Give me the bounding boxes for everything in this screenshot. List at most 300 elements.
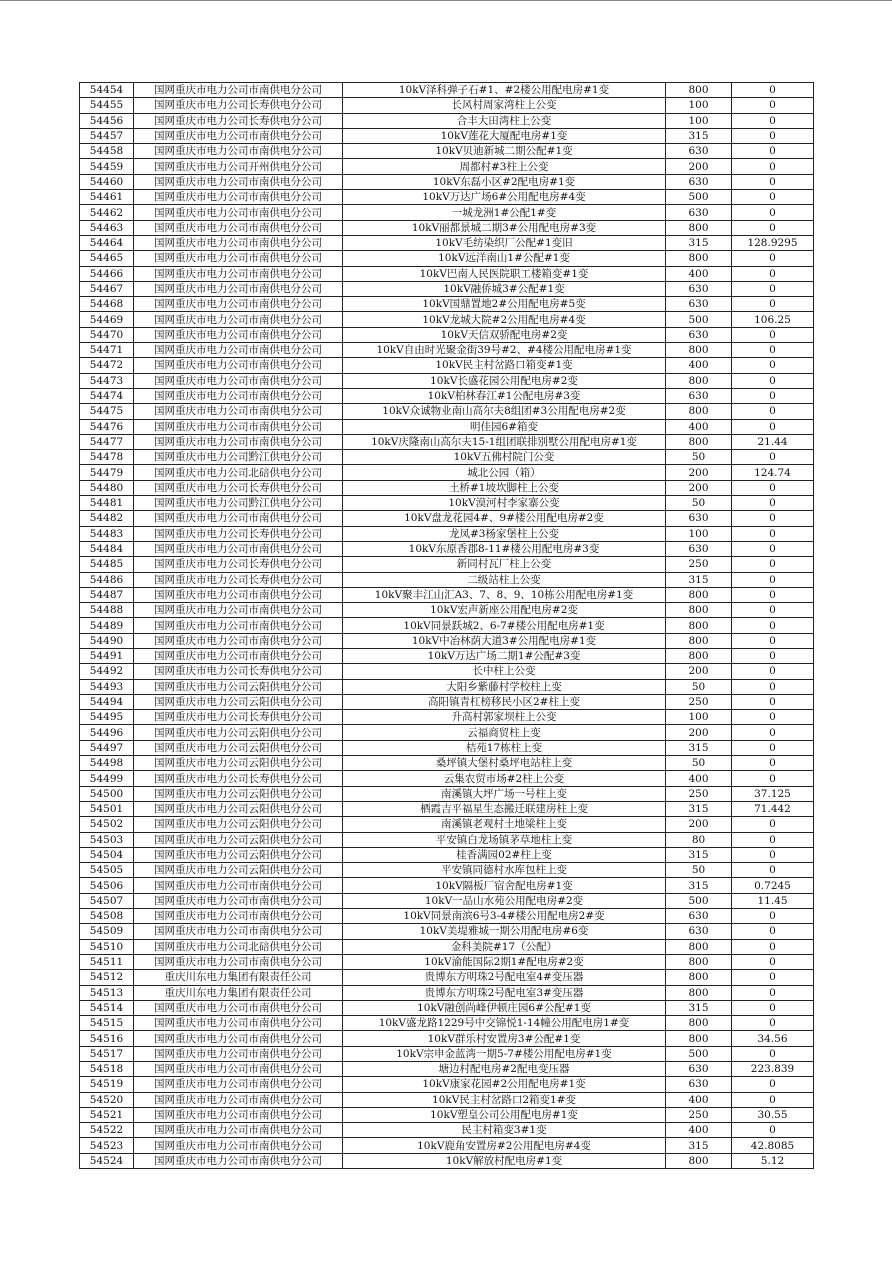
table-row [80,1123,814,1138]
cell-station-name: 10kV塑皇公司公用配电房#1变 [343,1107,666,1122]
cell-row-id: 54471 [80,343,134,358]
table-row [80,312,814,327]
cell-value: 0 [732,174,814,189]
cell-capacity: 630 [666,909,732,924]
cell-value: 0 [732,343,814,358]
cell-station-name: 升高村郭家坝柱上公变 [343,710,666,725]
cell-company: 国网重庆市电力公司市南供电分公司 [134,541,343,556]
cell-row-id: 54458 [80,144,134,159]
cell-company: 国网重庆市电力公司市南供电分公司 [134,281,343,296]
cell-station-name: 10kV柏林春江#1公配电房#3变 [343,388,666,403]
cell-value: 0 [732,496,814,511]
cell-capacity: 800 [666,633,732,648]
cell-row-id: 54464 [80,235,134,250]
cell-company: 国网重庆市电力公司市南供电分公司 [134,434,343,449]
table-row [80,373,814,388]
cell-value: 0 [732,710,814,725]
cell-company: 国网重庆市电力公司市南供电分公司 [134,603,343,618]
cell-company: 国网重庆市电力公司市南供电分公司 [134,511,343,526]
cell-value: 0 [732,1000,814,1015]
cell-capacity: 100 [666,710,732,725]
cell-company: 国网重庆市电力公司市南供电分公司 [134,297,343,312]
cell-station-name: 桔苑17栋柱上变 [343,740,666,755]
cell-capacity: 630 [666,174,732,189]
cell-capacity: 80 [666,832,732,847]
cell-capacity: 800 [666,985,732,1000]
cell-value: 42.8085 [732,1138,814,1153]
cell-value: 0 [732,541,814,556]
cell-value: 0 [732,664,814,679]
cell-station-name: 周都村#3柱上公变 [343,159,666,174]
cell-company: 国网重庆市电力公司市南供电分公司 [134,1092,343,1107]
cell-station-name: 10kV同景南滨6号3-4#楼公用配电房2#变 [343,909,666,924]
table-row [80,205,814,220]
cell-company: 国网重庆市电力公司长寿供电分公司 [134,98,343,113]
cell-value: 21.44 [732,434,814,449]
cell-row-id: 54500 [80,786,134,801]
cell-value: 0 [732,83,814,98]
cell-capacity: 50 [666,679,732,694]
cell-company: 国网重庆市电力公司市南供电分公司 [134,373,343,388]
table-row [80,909,814,924]
cell-station-name: 城北公园（箱） [343,465,666,480]
cell-value: 71.442 [732,801,814,816]
cell-capacity: 50 [666,450,732,465]
cell-station-name: 10kV鹿角安置房#2公用配电房#4变 [343,1138,666,1153]
table-row [80,893,814,908]
table-row [80,1031,814,1046]
table-row [80,1000,814,1015]
cell-row-id: 54517 [80,1046,134,1061]
cell-value: 0 [732,1046,814,1061]
cell-row-id: 54489 [80,618,134,633]
cell-company: 国网重庆市电力公司市南供电分公司 [134,893,343,908]
cell-station-name: 长风村周家湾柱上公变 [343,98,666,113]
cell-capacity: 800 [666,970,732,985]
cell-station-name: 10kV丽都景城二期3#公用配电房#3变 [343,220,666,235]
cell-value: 0 [732,679,814,694]
cell-value: 0 [732,603,814,618]
cell-row-id: 54487 [80,587,134,602]
table-row [80,572,814,587]
cell-station-name: 10kV自由时光聚金街39号#2、#4楼公用配电房#1变 [343,343,666,358]
cell-value: 0 [732,694,814,709]
cell-row-id: 54455 [80,98,134,113]
cell-value: 0 [732,327,814,342]
cell-row-id: 54523 [80,1138,134,1153]
cell-value: 0 [732,863,814,878]
cell-capacity: 630 [666,327,732,342]
cell-value: 0 [732,511,814,526]
table-row [80,419,814,434]
cell-row-id: 54520 [80,1092,134,1107]
cell-capacity: 800 [666,1031,732,1046]
cell-capacity: 315 [666,572,732,587]
cell-capacity: 200 [666,465,732,480]
cell-value: 0 [732,924,814,939]
cell-station-name: 10kV天信双骄配电房#2变 [343,327,666,342]
cell-value: 0 [732,251,814,266]
table-row [80,251,814,266]
table-row [80,740,814,755]
cell-row-id: 54460 [80,174,134,189]
cell-capacity: 400 [666,266,732,281]
table-row [80,985,814,1000]
cell-value: 0 [732,1123,814,1138]
cell-value: 0 [732,297,814,312]
cell-company: 国网重庆市电力公司市南供电分公司 [134,404,343,419]
cell-company: 国网重庆市电力公司长寿供电分公司 [134,664,343,679]
cell-station-name: 10kV宗申金蓝湾一期5-7#楼公用配电房#1变 [343,1046,666,1061]
cell-capacity: 200 [666,725,732,740]
cell-row-id: 54454 [80,83,134,98]
cell-station-name: 10kV民主村岔路口箱变#1变 [343,358,666,373]
table-row [80,511,814,526]
cell-row-id: 54508 [80,909,134,924]
cell-capacity: 800 [666,587,732,602]
cell-row-id: 54510 [80,939,134,954]
cell-company: 国网重庆市电力公司长寿供电分公司 [134,710,343,725]
cell-row-id: 54469 [80,312,134,327]
cell-capacity: 315 [666,847,732,862]
cell-station-name: 民主村箱变3#1变 [343,1123,666,1138]
cell-company: 国网重庆市电力公司市南供电分公司 [134,1153,343,1168]
cell-station-name: 平安镇同德村水库包柱上变 [343,863,666,878]
table-body [80,83,814,1169]
cell-company: 国网重庆市电力公司市南供电分公司 [134,190,343,205]
cell-row-id: 54474 [80,388,134,403]
cell-capacity: 400 [666,419,732,434]
table-row [80,756,814,771]
cell-row-id: 54514 [80,1000,134,1015]
table-row [80,404,814,419]
table-row [80,664,814,679]
table-row [80,603,814,618]
cell-station-name: 10kV渝能国际2期1#配电房#2变 [343,954,666,969]
cell-row-id: 54476 [80,419,134,434]
table-row [80,633,814,648]
cell-capacity: 250 [666,694,732,709]
cell-row-id: 54475 [80,404,134,419]
cell-capacity: 800 [666,618,732,633]
cell-capacity: 315 [666,1138,732,1153]
cell-station-name: 10kV同景跃城2、6-7#楼公用配电房#1变 [343,618,666,633]
cell-row-id: 54502 [80,817,134,832]
cell-company: 国网重庆市电力公司市南供电分公司 [134,1077,343,1092]
cell-company: 国网重庆市电力公司市南供电分公司 [134,419,343,434]
cell-row-id: 54498 [80,756,134,771]
cell-value: 0 [732,144,814,159]
cell-row-id: 54485 [80,557,134,572]
table-row [80,832,814,847]
cell-row-id: 54515 [80,1016,134,1031]
cell-company: 国网重庆市电力公司云阳供电分公司 [134,756,343,771]
cell-capacity: 500 [666,190,732,205]
cell-station-name: 10kV长盛花园公用配电房#2变 [343,373,666,388]
cell-company: 国网重庆市电力公司市南供电分公司 [134,909,343,924]
cell-station-name: 贵博东方明珠2号配电室3#变压器 [343,985,666,1000]
cell-station-name: 10kV康家花园#2公用配电房#1变 [343,1077,666,1092]
table-row [80,1062,814,1077]
cell-value: 0 [732,618,814,633]
cell-value: 0 [732,847,814,862]
cell-row-id: 54497 [80,740,134,755]
cell-capacity: 800 [666,404,732,419]
table-row [80,388,814,403]
cell-row-id: 54519 [80,1077,134,1092]
cell-company: 国网重庆市电力公司市南供电分公司 [134,1000,343,1015]
cell-value: 0 [732,1016,814,1031]
cell-capacity: 315 [666,878,732,893]
cell-company: 国网重庆市电力公司北碚供电分公司 [134,939,343,954]
cell-value: 0 [732,419,814,434]
table-row [80,541,814,556]
cell-value: 0 [732,832,814,847]
cell-capacity: 630 [666,297,732,312]
cell-company: 国网重庆市电力公司市南供电分公司 [134,312,343,327]
cell-row-id: 54461 [80,190,134,205]
cell-company: 国网重庆市电力公司市南供电分公司 [134,266,343,281]
cell-row-id: 54506 [80,878,134,893]
cell-station-name: 云集农贸市场#2柱上公变 [343,771,666,786]
cell-station-name: 桑坪镇大堡村桑坪电站柱上变 [343,756,666,771]
cell-value: 0 [732,939,814,954]
cell-station-name: 10kV盛龙路1229号中交锦悦1-14幢公用配电房1#变 [343,1016,666,1031]
cell-company: 国网重庆市电力公司市南供电分公司 [134,924,343,939]
table-row [80,220,814,235]
table-row [80,847,814,862]
cell-row-id: 54496 [80,725,134,740]
table-row [80,1153,814,1168]
cell-company: 国网重庆市电力公司市南供电分公司 [134,343,343,358]
cell-row-id: 54462 [80,205,134,220]
cell-value: 0 [732,740,814,755]
cell-company: 国网重庆市电力公司市南供电分公司 [134,220,343,235]
cell-station-name: 一城龙洲1#公配1#变 [343,205,666,220]
cell-row-id: 54492 [80,664,134,679]
cell-station-name: 10kV东磊小区#2配电房#1变 [343,174,666,189]
table-row [80,1138,814,1153]
table-row [80,618,814,633]
cell-row-id: 54484 [80,541,134,556]
cell-station-name: 南溪镇大坪广场一号柱上变 [343,786,666,801]
cell-station-name: 10kV融创尚峰伊顿庄园6#公配#1变 [343,1000,666,1015]
cell-company: 国网重庆市电力公司黔江供电分公司 [134,450,343,465]
cell-value: 0 [732,159,814,174]
cell-row-id: 54516 [80,1031,134,1046]
table-row [80,725,814,740]
cell-station-name: 10kV盘龙花园4#、9#楼公用配电房#2变 [343,511,666,526]
cell-value: 0 [732,1092,814,1107]
cell-company: 重庆川东电力集团有限责任公司 [134,985,343,1000]
cell-station-name: 大阳乡紫藤村学校柱上变 [343,679,666,694]
cell-station-name: 10kV解放村配电房#1变 [343,1153,666,1168]
cell-row-id: 54521 [80,1107,134,1122]
cell-station-name: 10kV宏声新座公用配电房#2变 [343,603,666,618]
table-row [80,679,814,694]
cell-value: 0 [732,587,814,602]
cell-station-name: 10kV国鼎置地2#公用配电房#5变 [343,297,666,312]
cell-value: 0 [732,985,814,1000]
cell-capacity: 630 [666,1062,732,1077]
cell-row-id: 54463 [80,220,134,235]
cell-station-name: 南溪镇老观村土地梁柱上变 [343,817,666,832]
table-row [80,939,814,954]
table-row [80,786,814,801]
cell-station-name: 10kV一品山水苑公用配电房#2变 [343,893,666,908]
cell-capacity: 400 [666,771,732,786]
table-row [80,235,814,250]
cell-station-name: 塘边村配电房#2配电变压器 [343,1062,666,1077]
cell-capacity: 800 [666,434,732,449]
cell-value: 37.125 [732,786,814,801]
cell-station-name: 10kV漠河村李家寨公变 [343,496,666,511]
table-row [80,878,814,893]
table-row [80,1046,814,1061]
cell-row-id: 54524 [80,1153,134,1168]
table-row [80,648,814,663]
cell-value: 128.9295 [732,235,814,250]
cell-value: 11.45 [732,893,814,908]
cell-row-id: 54511 [80,954,134,969]
cell-capacity: 50 [666,756,732,771]
cell-capacity: 250 [666,1107,732,1122]
table-row [80,526,814,541]
cell-company: 国网重庆市电力公司市南供电分公司 [134,1062,343,1077]
cell-station-name: 10kV龙城大院#2公用配电房#4变 [343,312,666,327]
cell-capacity: 315 [666,235,732,250]
cell-company: 国网重庆市电力公司云阳供电分公司 [134,832,343,847]
cell-company: 国网重庆市电力公司市南供电分公司 [134,205,343,220]
table-row [80,190,814,205]
cell-row-id: 54503 [80,832,134,847]
cell-capacity: 800 [666,1153,732,1168]
cell-capacity: 100 [666,113,732,128]
cell-company: 国网重庆市电力公司长寿供电分公司 [134,557,343,572]
cell-row-id: 54505 [80,863,134,878]
table-row [80,450,814,465]
cell-capacity: 630 [666,1077,732,1092]
table-row [80,1092,814,1107]
table-row [80,113,814,128]
cell-capacity: 630 [666,541,732,556]
cell-company: 国网重庆市电力公司市南供电分公司 [134,648,343,663]
cell-value: 30.55 [732,1107,814,1122]
cell-company: 国网重庆市电力公司市南供电分公司 [134,878,343,893]
top-rule [0,0,892,1]
cell-station-name: 桂香满园02#柱上变 [343,847,666,862]
cell-station-name: 10kV隔板厂宿舍配电房#1变 [343,878,666,893]
cell-row-id: 54466 [80,266,134,281]
cell-company: 国网重庆市电力公司市南供电分公司 [134,358,343,373]
cell-capacity: 630 [666,205,732,220]
cell-value: 0 [732,572,814,587]
table-row [80,144,814,159]
cell-value: 124.74 [732,465,814,480]
cell-value: 0.7245 [732,878,814,893]
cell-capacity: 500 [666,312,732,327]
table-row [80,465,814,480]
cell-company: 国网重庆市电力公司云阳供电分公司 [134,740,343,755]
cell-row-id: 54477 [80,434,134,449]
cell-company: 国网重庆市电力公司云阳供电分公司 [134,801,343,816]
cell-station-name: 土桥#1坡坎脚柱上公变 [343,480,666,495]
cell-capacity: 800 [666,954,732,969]
table-row [80,496,814,511]
cell-capacity: 315 [666,128,732,143]
cell-station-name: 二级站柱上公变 [343,572,666,587]
cell-value: 0 [732,220,814,235]
cell-row-id: 54493 [80,679,134,694]
cell-company: 国网重庆市电力公司云阳供电分公司 [134,679,343,694]
cell-company: 国网重庆市电力公司市南供电分公司 [134,1046,343,1061]
table-row [80,480,814,495]
cell-company: 国网重庆市电力公司市南供电分公司 [134,1016,343,1031]
cell-value: 34.56 [732,1031,814,1046]
cell-row-id: 54486 [80,572,134,587]
cell-capacity: 50 [666,496,732,511]
cell-station-name: 10kV泽科弹子石#1、#2楼公用配电房#1变 [343,83,666,98]
cell-company: 国网重庆市电力公司云阳供电分公司 [134,786,343,801]
cell-station-name: 10kV庆隆南山高尔夫15-1组团联排别墅公用配电房#1变 [343,434,666,449]
table-row [80,710,814,725]
cell-row-id: 54465 [80,251,134,266]
cell-station-name: 云福商贸柱上变 [343,725,666,740]
cell-value: 0 [732,1077,814,1092]
cell-station-name: 10kV群乐村安置房3#公配#1变 [343,1031,666,1046]
cell-row-id: 54481 [80,496,134,511]
cell-value: 0 [732,98,814,113]
cell-value: 0 [732,970,814,985]
cell-company: 国网重庆市电力公司长寿供电分公司 [134,113,343,128]
cell-value: 0 [732,205,814,220]
cell-station-name: 10kV远洋南山1#公配#1变 [343,251,666,266]
table-row [80,587,814,602]
cell-capacity: 630 [666,281,732,296]
cell-company: 国网重庆市电力公司长寿供电分公司 [134,480,343,495]
cell-row-id: 54512 [80,970,134,985]
cell-company: 国网重庆市电力公司市南供电分公司 [134,388,343,403]
cell-row-id: 54470 [80,327,134,342]
cell-row-id: 54491 [80,648,134,663]
cell-company: 国网重庆市电力公司市南供电分公司 [134,327,343,342]
cell-capacity: 800 [666,648,732,663]
cell-capacity: 630 [666,924,732,939]
cell-row-id: 54456 [80,113,134,128]
cell-value: 0 [732,190,814,205]
cell-row-id: 54473 [80,373,134,388]
cell-row-id: 54495 [80,710,134,725]
cell-company: 重庆川东电力集团有限责任公司 [134,970,343,985]
cell-station-name: 10kV莲花大厦配电房#1变 [343,128,666,143]
cell-station-name: 10kV东原香郡8-11#楼公用配电房#3变 [343,541,666,556]
cell-value: 0 [732,388,814,403]
cell-station-name: 10kV聚丰江山汇A3、7、8、9、10栋公用配电房#1变 [343,587,666,602]
table-row [80,281,814,296]
table-row [80,1077,814,1092]
cell-station-name: 金科美院#17（公配） [343,939,666,954]
cell-value: 223.839 [732,1062,814,1077]
cell-value: 0 [732,817,814,832]
cell-capacity: 630 [666,511,732,526]
cell-capacity: 630 [666,388,732,403]
cell-station-name: 明佳园6#箱变 [343,419,666,434]
cell-station-name: 10kV五佛村院门公变 [343,450,666,465]
table-row [80,98,814,113]
cell-capacity: 800 [666,220,732,235]
cell-company: 国网重庆市电力公司市南供电分公司 [134,618,343,633]
cell-row-id: 54479 [80,465,134,480]
